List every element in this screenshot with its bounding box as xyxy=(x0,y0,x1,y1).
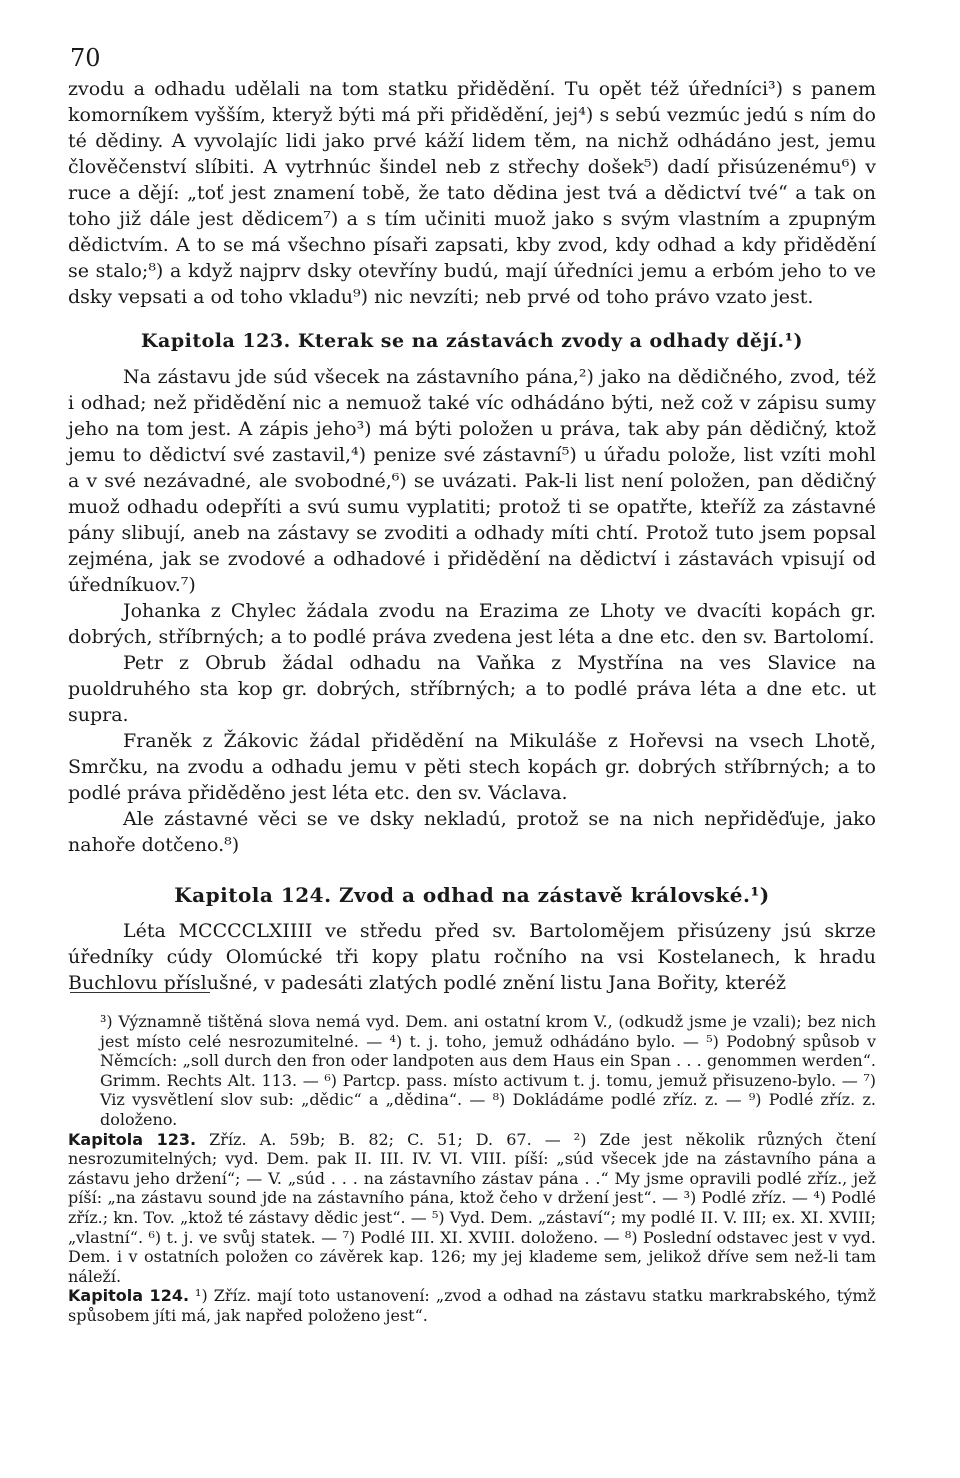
main-text xyxy=(68,76,876,996)
paragraph: Johanka z Chylec žádala zvodu na Erazima ze Lhoty ve dvacíti kopách gr. dobrých, stříbrných; a to podlé práva zvedena jest léta a dne etc. den sv. Bartolomí. xyxy=(68,600,876,648)
footnote-label: Kapitola 123. xyxy=(68,1129,197,1149)
footnote-label: Kapitola 124. xyxy=(68,1286,190,1306)
page-number: 70 xyxy=(70,44,101,72)
paragraph: Ale zástavné věci se ve dsky nekladú, protož se na nich nepřiděďuje, jako nahoře dotčeno.⁸) xyxy=(68,808,876,856)
paragraph: Petr z Obrub žádal odhadu na Vaňka z Mystřína na ves Slavice na puoldruhého sta kop gr. dobrých, stříbrných; a to podlé práva léta a dne etc. ut supra. xyxy=(68,652,876,726)
footnote-text: ¹) Zříz. mají toto ustanovení: „zvod a odhad na zástavu statku markrabského, týmž spůsobem jíti má, jak napřed položeno jest“. xyxy=(68,1286,876,1325)
footnote-divider xyxy=(70,992,210,993)
footnote-block xyxy=(68,1286,876,1325)
footnote-block xyxy=(68,1130,876,1287)
paragraph: zvodu a odhadu udělali na tom statku přidědění. Tu opět též úředníci³) s panem komorníkem vyšším, kteryž býti má při přidědění, jej⁴) s sebú vezmúc jedú s ním do té dědiny. A vyvolajíc lidi jako prvé káží lidem těm, na nichž odhádáno jest, jemu člověčenství slíbiti. A vytrhnúc šindel neb z střechy došek⁵) dadí přisúzenému⁶) v ruce a dějí: „toť jest znamení tobě, že tato dědina jest tvá a dědictví tvé“ a tak on toho již dále jest dědicem⁷) a s tím učiniti muož jako s svým vlastním a zpupným dědictvím. A to se má všechno písaři zapsati, kby zvod, kdy odhad a kdy přidědění se stalo;⁸) a když najprv dsky otevříny budú, mají úředníci jemu a erbóm jeho to ve dsky vepsati a od toho vkladu⁹) nic nevzíti; neb prvé od toho právo vzato jest. xyxy=(68,78,876,308)
footnotes xyxy=(68,1012,876,1326)
footnote-text: Zříz. A. 59b; B. 82; C. 51; D. 67. — ²) Zde jest několik různých čtení nesrozumitelných; vyd. Dem. pak II. III. IV. VI. VIII. píší: „súd všecek jde na zástavního pána a zástavu jeho držení“; — V. „súd . . . na zástavního zástav pána . .“ My jsme opravili podlé zříz., jež píší: „na zástavu sound jde na zástavního pána, ktož čeho v držení jest“. — ³) Podlé zříz. — ⁴) Podlé zříz.; kn. Tov. „ktož té zástavy dědic jest“. — ⁵) Vyd. Dem. „zástaví“; my podlé II. V. III; ex. XI. XVIII; „vlastní“. ⁶) t. j. ve svůj statek. — ⁷) Podlé III. XI. XVIII. doloženo. — ⁸) Poslední odstavec jest v vyd. Dem. i v ostatních položen co závěrek kap. 126; my jej klademe sem, jelikož dříve sem než-li tam náleží. xyxy=(68,1129,876,1286)
chapter-heading-124: Kapitola 124. Zvod a odhad na zástavě královské.¹) xyxy=(174,883,770,907)
paragraph: Léta MCCCCLXIIII ve středu před sv. Bartolomějem přisúzeny jsú skrze úředníky cúdy Olomúcké tři kopy platu ročního na vsi Kostelanech, k hradu Buchlovu příslušné, v padesáti zlatých podlé znění listu Jana Bořity, kteréž xyxy=(68,920,876,994)
paragraph: Franěk z Žákovic žádal přidědění na Mikuláše z Hořevsi na vsech Lhotě, Smrčku, na zvodu a odhadu jemu v pěti stech kopách gr. dobrých stříbrných; a to podlé práva přiděděno jest léta etc. den sv. Václava. xyxy=(68,730,876,804)
chapter-heading-123: Kapitola 123. Kterak se na zástavách zvody a odhady dějí.¹) xyxy=(141,330,803,352)
footnote-block: ³) Významně tištěná slova nemá vyd. Dem. ani ostatní krom V., (odkudž jsme je vzali); bez nich jest místo celé nesrozumitelné. — ⁴) t. j. toho, jemuž odhádáno bylo. — ⁵) Podobný spůsob v Němcích: „soll durch den fron oder landpoten aus dem Haus ein Span . . . genommen werden“. Grimm. Rechts Alt. 113. — ⁶) Partcp. pass. místo activum t. j. tomu, jemuž přisuzeno-bylo. — ⁷) Viz vysvětlení slov sub: „dědic“ a „dědina“. — ⁸) Dokládáme podlé zříz. z. — ⁹) Podlé zříz. z. doloženo. xyxy=(100,1012,876,1129)
paragraph: Na zástavu jde súd všecek na zástavního pána,²) jako na dědičného, zvod, též i odhad; než přidědění nic a nemuož také víc odhádáno býti, než což v zápisu sumy jeho na tom jest. A zápis jeho³) má býti položen u práva, tak aby pán dědičný, ktož jemu to dědictví své zastavil,⁴) penize své zástavní⁵) u úřadu polože, list vzíti mohl a v své nezávadné, ale svobodné,⁶) se uvázati. Pak-li list není položen, pan dědičný muož odhadu odepříti a svú sumu vyplatiti; protož ti se opatřte, kteříž za zástavné pány slibují, aneb na zástavy se zvoditi a odhady míti chtí. Protož tuto jsem popsal zejména, jak se zvodové a odhadové i přidědění na dědictví i zástavách vpisují od úředníkuov.⁷) xyxy=(68,366,876,596)
